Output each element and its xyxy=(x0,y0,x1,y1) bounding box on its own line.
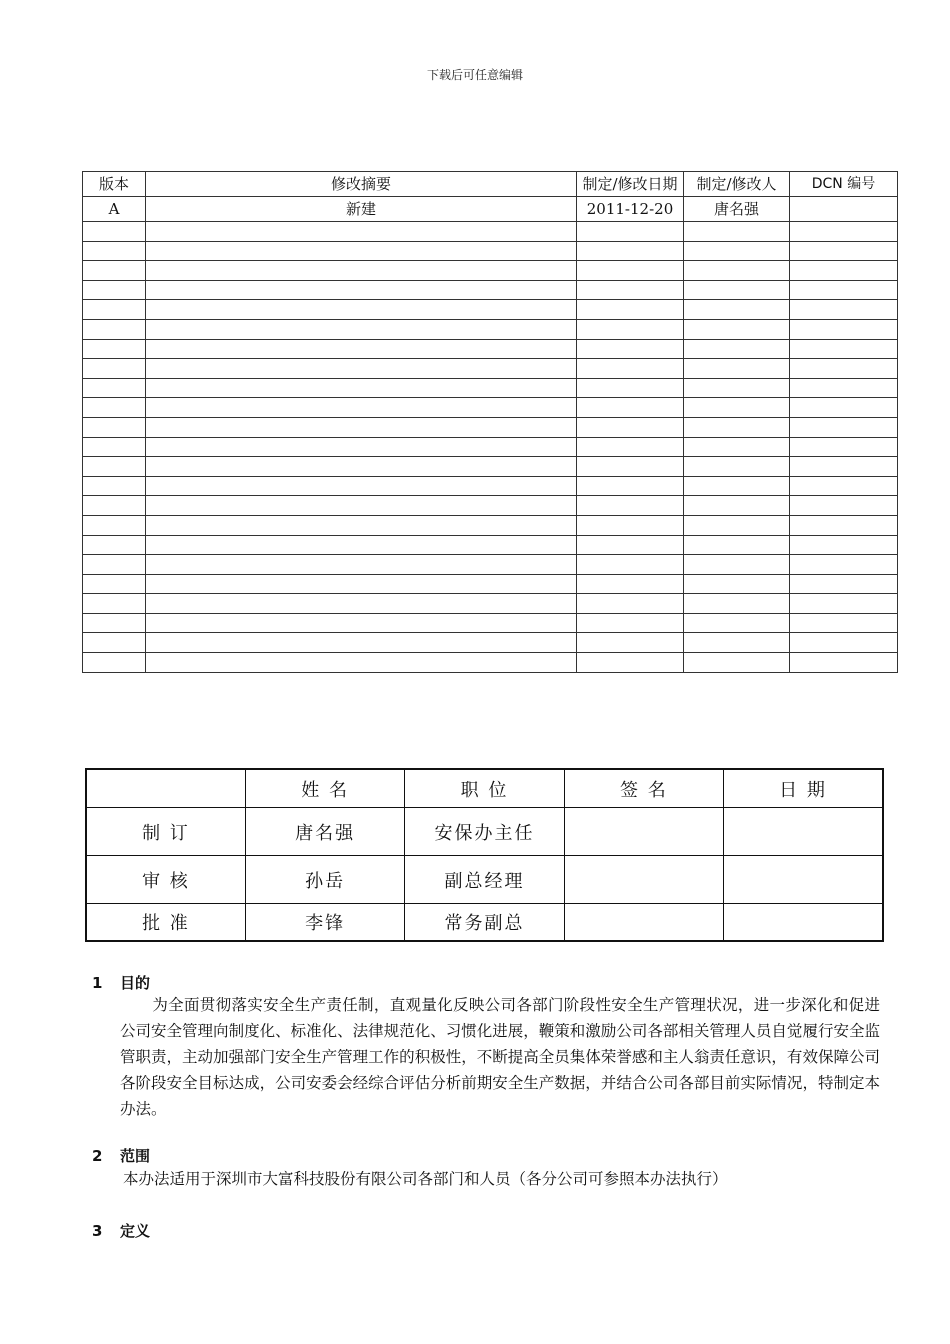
table-row xyxy=(83,241,898,261)
signature-table xyxy=(85,768,884,942)
empty-cell xyxy=(83,378,146,398)
empty-cell xyxy=(790,574,898,594)
table-row xyxy=(83,378,898,398)
empty-cell xyxy=(146,515,577,535)
section-number: 2 xyxy=(92,1147,103,1165)
empty-cell xyxy=(684,319,790,339)
empty-cell xyxy=(577,555,684,575)
empty-cell xyxy=(577,359,684,379)
empty-cell xyxy=(577,633,684,653)
empty-cell xyxy=(684,222,790,242)
empty-cell xyxy=(790,555,898,575)
empty-cell xyxy=(577,261,684,281)
section-title: 定义 xyxy=(120,1222,151,1240)
sign-position: 副总经理 xyxy=(405,856,564,904)
table-row xyxy=(83,359,898,379)
empty-cell xyxy=(684,633,790,653)
empty-cell xyxy=(83,535,146,555)
header-date: 制定/修改日期 xyxy=(577,172,684,197)
empty-cell xyxy=(577,574,684,594)
empty-cell xyxy=(83,574,146,594)
cell-version: A xyxy=(83,197,146,222)
empty-cell xyxy=(684,241,790,261)
sign-role: 制 订 xyxy=(86,808,245,856)
table-row xyxy=(83,653,898,673)
empty-cell xyxy=(684,594,790,614)
purpose-paragraph xyxy=(120,992,880,1122)
sign-role: 批 准 xyxy=(86,904,245,942)
empty-cell xyxy=(577,496,684,516)
empty-cell xyxy=(684,398,790,418)
sign-position: 常务副总 xyxy=(405,904,564,942)
empty-cell xyxy=(790,457,898,477)
revision-table xyxy=(82,171,898,673)
empty-cell xyxy=(577,594,684,614)
empty-cell xyxy=(790,437,898,457)
empty-cell xyxy=(83,222,146,242)
section-heading-scope xyxy=(92,1145,150,1166)
empty-cell xyxy=(146,359,577,379)
empty-cell xyxy=(684,574,790,594)
table-row xyxy=(83,300,898,320)
table-row xyxy=(86,856,883,904)
empty-cell xyxy=(83,496,146,516)
empty-cell xyxy=(146,398,577,418)
empty-cell xyxy=(577,378,684,398)
empty-cell xyxy=(684,476,790,496)
empty-cell xyxy=(577,319,684,339)
empty-cell xyxy=(577,476,684,496)
empty-cell xyxy=(790,300,898,320)
empty-cell xyxy=(83,594,146,614)
empty-cell xyxy=(146,496,577,516)
sign-date xyxy=(724,904,883,942)
empty-cell xyxy=(83,398,146,418)
empty-cell xyxy=(83,653,146,673)
table-row xyxy=(83,574,898,594)
section-heading-purpose xyxy=(92,972,150,993)
sign-name: 李锋 xyxy=(245,904,404,942)
scope-paragraph: 本办法适用于深圳市大富科技股份有限公司各部门和人员（各分公司可参照本办法执行） xyxy=(123,1170,728,1188)
empty-cell xyxy=(790,280,898,300)
empty-cell xyxy=(146,555,577,575)
empty-cell xyxy=(146,653,577,673)
sign-signature xyxy=(564,856,723,904)
empty-cell xyxy=(577,222,684,242)
empty-cell xyxy=(577,457,684,477)
empty-cell xyxy=(790,339,898,359)
empty-cell xyxy=(146,476,577,496)
table-row xyxy=(83,496,898,516)
empty-cell xyxy=(83,359,146,379)
empty-cell xyxy=(684,378,790,398)
empty-cell xyxy=(146,457,577,477)
empty-cell xyxy=(146,437,577,457)
header-note: 下载后可任意编辑 xyxy=(426,68,523,82)
sign-header-position: 职 位 xyxy=(405,769,564,808)
table-row xyxy=(83,515,898,535)
empty-cell xyxy=(684,417,790,437)
empty-cell xyxy=(684,535,790,555)
empty-cell xyxy=(577,398,684,418)
sign-signature xyxy=(564,904,723,942)
sign-signature xyxy=(564,808,723,856)
table-row xyxy=(86,808,883,856)
empty-cell xyxy=(83,555,146,575)
empty-cell xyxy=(684,457,790,477)
purpose-text: 为全面贯彻落实安全生产责任制，直观量化反映公司各部门阶段性安全生产管理状况，进一步深化和促进公司安全管理向制度化、标准化、法律规范化、习惯化进展，鞭策和激励公司各部相关管理人员自觉履行安全监管职责，主动加强部门安全生产管理工作的积极性，不断提高全员集体荣誉感和主人翁责任意识，有效保障公司各阶段安全目标达成，公司安委会经综合评估分析前期安全生产数据，并结合公司各部目前实际情况，特制定本办法。 xyxy=(120,996,880,1118)
empty-cell xyxy=(146,535,577,555)
header-dcn: DCN 编号 xyxy=(790,172,898,197)
section-title: 范围 xyxy=(120,1147,151,1165)
signature-header-row xyxy=(86,769,883,808)
empty-cell xyxy=(146,378,577,398)
empty-cell xyxy=(790,653,898,673)
empty-cell xyxy=(790,613,898,633)
empty-cell xyxy=(684,496,790,516)
table-row xyxy=(83,476,898,496)
empty-cell xyxy=(146,222,577,242)
empty-cell xyxy=(146,574,577,594)
cell-author: 唐名强 xyxy=(684,197,790,222)
table-row xyxy=(83,222,898,242)
empty-cell xyxy=(790,476,898,496)
table-row xyxy=(83,261,898,281)
sign-header-date: 日 期 xyxy=(724,769,883,808)
table-row xyxy=(83,633,898,653)
empty-cell xyxy=(146,241,577,261)
empty-cell xyxy=(790,594,898,614)
empty-cell xyxy=(83,457,146,477)
empty-cell xyxy=(684,515,790,535)
empty-cell xyxy=(83,417,146,437)
table-row xyxy=(83,437,898,457)
header-author: 制定/修改人 xyxy=(684,172,790,197)
sign-header-signature: 签 名 xyxy=(564,769,723,808)
empty-rows xyxy=(83,222,898,673)
empty-cell xyxy=(577,653,684,673)
empty-cell xyxy=(83,437,146,457)
sign-header-blank xyxy=(86,769,245,808)
empty-cell xyxy=(146,300,577,320)
section-heading-definition xyxy=(92,1220,150,1241)
empty-cell xyxy=(577,339,684,359)
section-number: 3 xyxy=(92,1222,103,1240)
empty-cell xyxy=(684,261,790,281)
empty-cell xyxy=(790,261,898,281)
table-row xyxy=(83,613,898,633)
table-row xyxy=(83,417,898,437)
empty-cell xyxy=(577,515,684,535)
sign-role: 审 核 xyxy=(86,856,245,904)
revision-table-header xyxy=(83,172,898,197)
header-version: 版本 xyxy=(83,172,146,197)
sign-name: 孙岳 xyxy=(245,856,404,904)
table-row xyxy=(83,457,898,477)
empty-cell xyxy=(577,300,684,320)
empty-cell xyxy=(684,280,790,300)
table-row xyxy=(83,594,898,614)
empty-cell xyxy=(83,241,146,261)
header-summary: 修改摘要 xyxy=(146,172,577,197)
empty-cell xyxy=(790,515,898,535)
empty-cell xyxy=(83,280,146,300)
empty-cell xyxy=(146,613,577,633)
empty-cell xyxy=(146,280,577,300)
empty-cell xyxy=(146,594,577,614)
table-row xyxy=(83,339,898,359)
empty-cell xyxy=(577,535,684,555)
empty-cell xyxy=(790,496,898,516)
empty-cell xyxy=(790,319,898,339)
empty-cell xyxy=(146,261,577,281)
cell-dcn xyxy=(790,197,898,222)
sign-position: 安保办主任 xyxy=(405,808,564,856)
empty-cell xyxy=(146,339,577,359)
empty-cell xyxy=(83,300,146,320)
empty-cell xyxy=(577,437,684,457)
cell-summary: 新建 xyxy=(146,197,577,222)
empty-cell xyxy=(577,613,684,633)
empty-cell xyxy=(790,241,898,261)
empty-cell xyxy=(684,653,790,673)
empty-cell xyxy=(83,613,146,633)
table-row xyxy=(83,535,898,555)
empty-cell xyxy=(83,319,146,339)
sign-date xyxy=(724,856,883,904)
empty-cell xyxy=(83,515,146,535)
table-row xyxy=(86,904,883,942)
sign-date xyxy=(724,808,883,856)
empty-cell xyxy=(684,555,790,575)
table-row xyxy=(83,280,898,300)
empty-cell xyxy=(684,613,790,633)
empty-cell xyxy=(790,359,898,379)
sign-header-name: 姓 名 xyxy=(245,769,404,808)
empty-cell xyxy=(790,535,898,555)
empty-cell xyxy=(146,319,577,339)
empty-cell xyxy=(684,437,790,457)
empty-cell xyxy=(577,417,684,437)
empty-cell xyxy=(790,633,898,653)
empty-cell xyxy=(146,633,577,653)
empty-cell xyxy=(790,398,898,418)
empty-cell xyxy=(577,241,684,261)
empty-cell xyxy=(684,300,790,320)
empty-cell xyxy=(684,359,790,379)
empty-cell xyxy=(83,261,146,281)
table-row xyxy=(83,197,898,222)
empty-cell xyxy=(577,280,684,300)
table-row xyxy=(83,398,898,418)
cell-date: 2011-12-20 xyxy=(577,197,684,222)
sign-name: 唐名强 xyxy=(245,808,404,856)
section-title: 目的 xyxy=(120,974,151,992)
empty-cell xyxy=(684,339,790,359)
empty-cell xyxy=(790,417,898,437)
empty-cell xyxy=(83,633,146,653)
empty-cell xyxy=(83,339,146,359)
empty-cell xyxy=(790,222,898,242)
table-row xyxy=(83,555,898,575)
table-row xyxy=(83,319,898,339)
section-number: 1 xyxy=(92,974,103,992)
empty-cell xyxy=(83,476,146,496)
empty-cell xyxy=(790,378,898,398)
empty-cell xyxy=(146,417,577,437)
